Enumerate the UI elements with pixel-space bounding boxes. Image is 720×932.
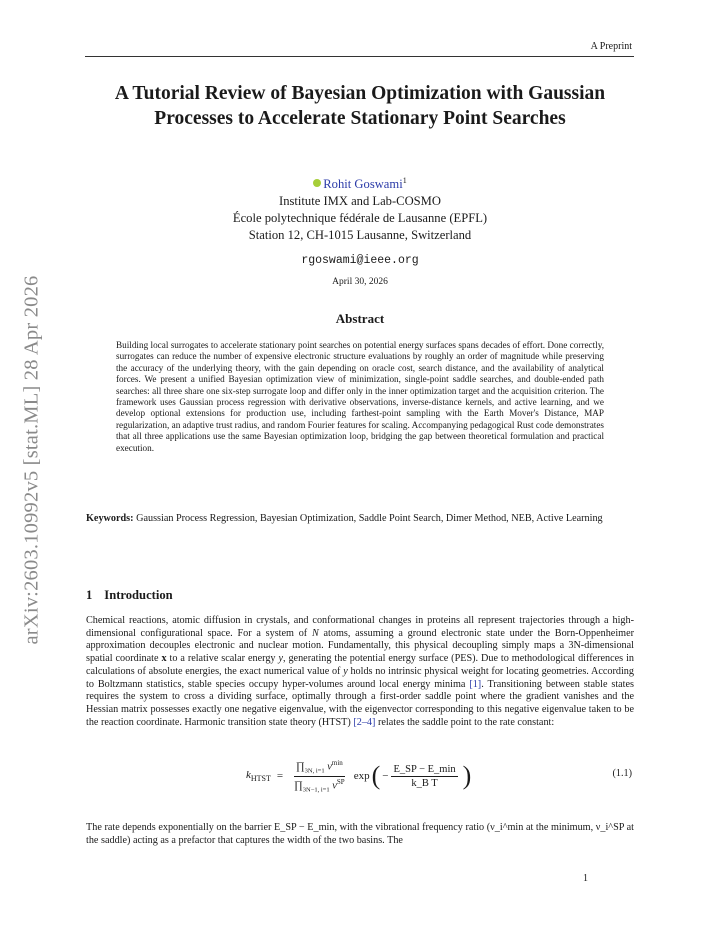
section-title: Introduction: [104, 588, 173, 602]
eq-paren-open: (: [371, 761, 381, 790]
abstract-body: Building local surrogates to accelerate stationary point searches on potential energy surfaces spans decades of effort. Done correctly, surrogates can reduce the number of expensive electronic structure evaluations by roughly an order of magnitude while preserving the accuracy of the underlying theory, with the gain depending on oracle cost, search distance, and the availability of analytical forces. We present a unified Bayesian optimization view of minimization, single-point saddle searches, and double-ended path searches: all three share one six-step surrogate loop and differ only in the inner optimization target and the acquisition criterion. The framework uses Gaussian process regression with derivative observations, inverse-distance kernels, and active learning, and we develop optional extensions for production use, including farthest-point sampling with the Earth Mover's Distance, MAP regularization, an adaptive trust radius, and random Fourier features for scaling. Accompanying pedagogical Rust code demonstrates that all three applications use the same Bayesian optimization loop, bridging the gap between theoretical formulation and practical execution.: [116, 340, 604, 453]
eq-prefactor: [292, 759, 347, 793]
eq-exponent-den: k_B T: [411, 777, 438, 789]
text-run: Chemical reactions, atomic diffusion in crystals, and conformational changes in proteins all represent trajectories through a high-dimensional configurational space. For a system of: [86, 615, 634, 639]
running-header: [85, 40, 634, 57]
arxiv-id-text: arXiv:2603.10992v5 [stat.ML] 28 Apr 2026: [20, 275, 43, 645]
author-name-link[interactable]: [313, 177, 406, 191]
text-run: . Transitioning between stable states requires the system to cross a dividing surface, optimally through a first-order saddle point where the gradient vanishes and the Hessian matrix possesses exactly one negative eigenvalue, with the eigenvector corresponding to this negative eigenvalue taken to be the reaction coordinate. Harmonic transition state theory (HTST): [86, 678, 634, 728]
citation-link[interactable]: [1]: [469, 678, 482, 690]
math-var: x: [161, 653, 167, 665]
citation-link[interactable]: [2–4]: [353, 716, 376, 728]
prod-limits: 3N−1, i=1: [302, 786, 330, 794]
prod-symbol: ∏: [294, 780, 303, 791]
header-label: A Preprint: [590, 41, 632, 52]
nu-sup: min: [331, 758, 343, 767]
text-run: holds no intrinsic physical weight for locating geometries. According to Boltzmann statistics, stable species occupy hyper-volumes around local energy minima: [86, 665, 634, 690]
eq-exponent: [391, 764, 457, 789]
arxiv-identifier: [8, 250, 56, 670]
nu-var: ν: [332, 780, 337, 791]
eq-lhs-var: k: [246, 768, 251, 781]
paper-title: A Tutorial Review of Bayesian Optimization with Gaussian Processes to Accelerate Stationary Point Searches: [114, 83, 606, 129]
affiliation-line-1: Institute IMX and Lab-COSMO: [279, 194, 441, 209]
keywords-text: Gaussian Process Regression, Bayesian Optimization, Saddle Point Search, Dimer Method, NEB, Active Learning: [136, 513, 603, 524]
prod-limits: 3N, i=1: [304, 767, 325, 775]
text-run: relates the saddle point to the rate constant:: [375, 716, 555, 728]
eq-lhs-sub: HTST: [250, 774, 271, 784]
math-var: y: [343, 665, 348, 677]
affiliation-mark: 1: [402, 176, 407, 185]
eq-minus: −: [382, 770, 389, 782]
eq-exp: exp: [353, 770, 370, 782]
text-run: to a relative scalar energy: [166, 653, 279, 665]
paper-date: April 30, 2026: [332, 277, 388, 288]
paragraph-intro: [86, 615, 634, 729]
math-var: N: [311, 627, 319, 639]
author-name: Rohit Goswami: [323, 177, 403, 192]
eq-equals: =: [276, 770, 284, 782]
eq-prefactor-den: [292, 777, 347, 794]
orcid-icon[interactable]: [313, 179, 321, 187]
eq-lhs: [246, 769, 271, 783]
nu-sup: SP: [336, 777, 345, 786]
equation-number: (1.1): [612, 768, 632, 779]
eq-prefactor-num: [294, 759, 345, 777]
page-number-text: 1: [583, 873, 588, 884]
author-line: [86, 172, 634, 193]
paragraph-rate: The rate depends exponentially on the barrier E_SP − E_min, with the vibrational frequency ratio (ν_i^min at the minimum, ν_i^SP at the saddle) acting as a prefactor that captures the width of the two basins. The: [86, 822, 634, 846]
eq-exponent-num: E_SP − E_min: [393, 763, 456, 775]
equation-body: [246, 756, 473, 796]
text-run: atoms, assuming a ground electronic state under the Born-Oppenheimer approximation decouples electronic and nuclear motion. Fundamentally, this physical decoupling simply maps a 3N-dimensional spatial coordinate: [86, 627, 634, 665]
section-number: 1: [86, 588, 93, 602]
equation-htst: [86, 756, 634, 812]
affiliation-line-2: École polytechnique fédérale de Lausanne (EPFL): [232, 211, 488, 226]
section-heading: [86, 588, 173, 603]
affiliation-line-3: Station 12, CH-1015 Lausanne, Switzerland: [248, 228, 472, 243]
keywords-label: Keywords:: [86, 513, 134, 524]
prod-symbol: ∏: [296, 761, 305, 773]
author-block: [86, 172, 634, 291]
text-run: , generating the potential energy surface (PES). Due to methodological differences in calculations of absolute energies, the exact numerical value of: [86, 653, 634, 677]
nu-var: ν: [327, 761, 332, 773]
author-email[interactable]: rgoswami@ieee.org: [301, 254, 419, 268]
abstract-heading: Abstract: [335, 311, 385, 326]
keywords: [86, 512, 634, 526]
math-var: y: [278, 653, 283, 665]
eq-paren-close: ): [462, 761, 472, 790]
